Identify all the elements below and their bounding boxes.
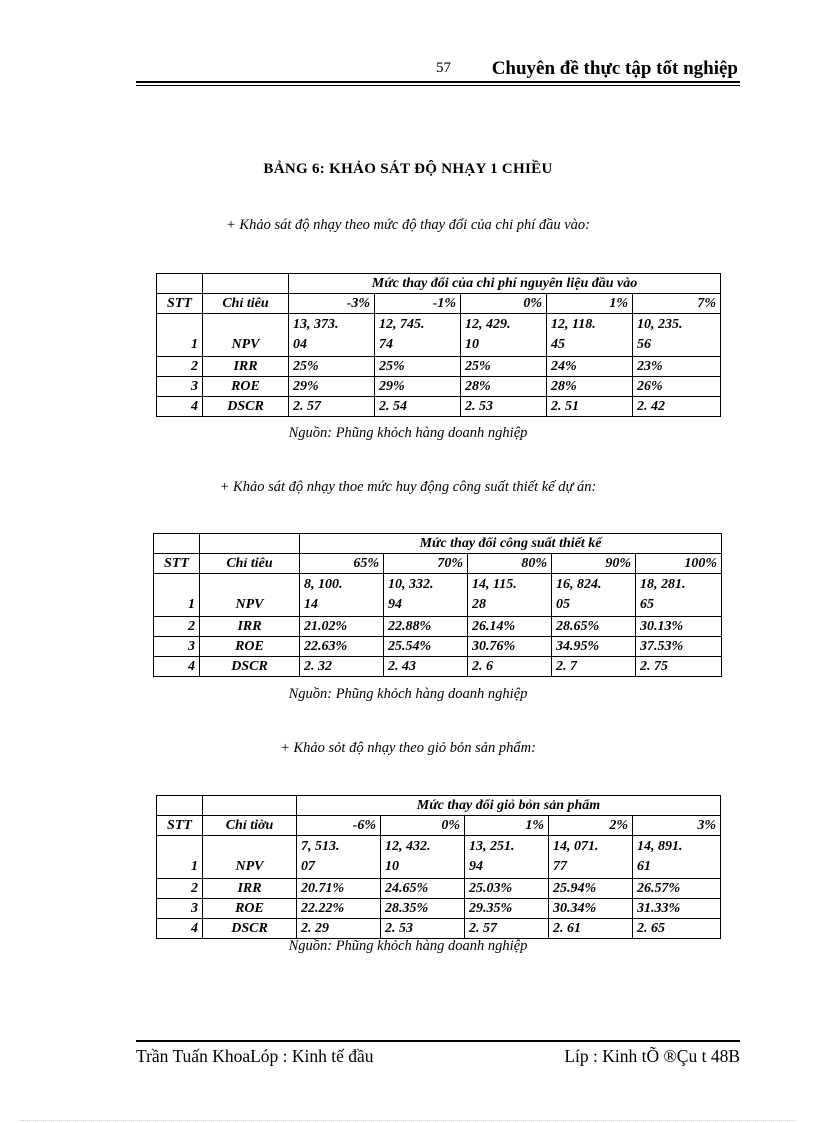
value-cell: 24% bbox=[547, 357, 633, 377]
value-cell: 28% bbox=[547, 377, 633, 397]
bottom-dotted-divider bbox=[20, 1120, 796, 1121]
value-cell: 2. 43 bbox=[384, 657, 468, 677]
footer-rule bbox=[136, 1040, 740, 1042]
table-row bbox=[157, 357, 721, 377]
table-header-row bbox=[154, 554, 722, 574]
header-rule-thin bbox=[136, 85, 740, 86]
value-cell: 22.63% bbox=[300, 637, 384, 657]
indicator-cell: DSCR bbox=[200, 657, 300, 677]
value-cell: 21.02% bbox=[300, 617, 384, 637]
value-cell: 25% bbox=[461, 357, 547, 377]
section-2-subtitle: + Khảo sát độ nhạy thoe mức huy động công suất thiết kế dự án: bbox=[219, 479, 597, 495]
indicator-cell: NPV bbox=[200, 574, 300, 617]
indicator-cell: DSCR bbox=[203, 919, 297, 939]
stt-cell: 4 bbox=[157, 919, 203, 939]
value-cell: 2. 53 bbox=[461, 397, 547, 417]
stt-cell: 2 bbox=[157, 879, 203, 899]
value-cell: 2. 42 bbox=[633, 397, 721, 417]
level-header: 0% bbox=[461, 294, 547, 314]
stt-cell: 1 bbox=[157, 836, 203, 879]
npv-value-cell: 8, 100. 14 bbox=[300, 574, 384, 617]
value-cell: 28% bbox=[461, 377, 547, 397]
value-cell: 2. 75 bbox=[636, 657, 722, 677]
value-cell: 25.94% bbox=[549, 879, 633, 899]
value-cell: 26.57% bbox=[633, 879, 721, 899]
npv-value-cell: 18, 281. 65 bbox=[636, 574, 722, 617]
group-header: Mức thay đổi công suất thiết kế bbox=[300, 534, 722, 554]
table-header-row bbox=[157, 294, 721, 314]
npv-value-cell: 7, 513. 07 bbox=[297, 836, 381, 879]
value-cell: 30.13% bbox=[636, 617, 722, 637]
table-row bbox=[157, 397, 721, 417]
value-cell: 26% bbox=[633, 377, 721, 397]
table-header-row bbox=[154, 534, 722, 554]
npv-value-cell: 14, 891. 61 bbox=[633, 836, 721, 879]
stt-cell: 4 bbox=[154, 657, 200, 677]
level-header: 100% bbox=[636, 554, 722, 574]
value-cell: 22.22% bbox=[297, 899, 381, 919]
page-header bbox=[136, 58, 740, 82]
value-cell: 28.65% bbox=[552, 617, 636, 637]
header-rule-thick bbox=[136, 81, 740, 83]
level-header: 3% bbox=[633, 816, 721, 836]
col-indicator-header: Chỉ tiêu bbox=[203, 294, 289, 314]
indicator-cell: IRR bbox=[203, 357, 289, 377]
indicator-cell: IRR bbox=[203, 879, 297, 899]
table-row bbox=[154, 637, 722, 657]
table-row-npv bbox=[154, 574, 722, 617]
npv-value-cell: 10, 235. 56 bbox=[633, 314, 721, 357]
section-1-source: Nguồn: Phũng khỏch hàng doanh nghiệp bbox=[288, 425, 528, 441]
table-header-row bbox=[157, 796, 721, 816]
table-row bbox=[157, 919, 721, 939]
value-cell: 20.71% bbox=[297, 879, 381, 899]
stt-cell: 2 bbox=[154, 617, 200, 637]
value-cell: 31.33% bbox=[633, 899, 721, 919]
section-2-source: Nguồn: Phũng khỏch hàng doanh nghiệp bbox=[288, 686, 528, 702]
table-row-npv bbox=[157, 836, 721, 879]
stt-cell: 3 bbox=[157, 377, 203, 397]
npv-value-cell: 14, 115. 28 bbox=[468, 574, 552, 617]
value-cell: 29.35% bbox=[465, 899, 549, 919]
section-3-subtitle: + Khảo sỏt độ nhạy theo giỏ bỏn sản phẩm: bbox=[280, 740, 536, 756]
value-cell: 34.95% bbox=[552, 637, 636, 657]
npv-value-cell: 13, 251. 94 bbox=[465, 836, 549, 879]
stt-cell: 1 bbox=[154, 574, 200, 617]
value-cell: 23% bbox=[633, 357, 721, 377]
col-stt-header: STT bbox=[157, 294, 203, 314]
npv-value-cell: 13, 373. 04 bbox=[289, 314, 375, 357]
main-title: BẢNG 6: KHẢO SÁT ĐỘ NHẠY 1 CHIỀU bbox=[263, 161, 553, 177]
npv-value-cell: 12, 118. 45 bbox=[547, 314, 633, 357]
value-cell: 2. 57 bbox=[289, 397, 375, 417]
value-cell: 28.35% bbox=[381, 899, 465, 919]
stt-cell: 3 bbox=[154, 637, 200, 657]
value-cell: 26.14% bbox=[468, 617, 552, 637]
stt-cell: 3 bbox=[157, 899, 203, 919]
level-header: 80% bbox=[468, 554, 552, 574]
value-cell: 2. 53 bbox=[381, 919, 465, 939]
indicator-cell: ROE bbox=[203, 899, 297, 919]
group-header: Mức thay đổi giỏ bỏn sản phẩm bbox=[297, 796, 721, 816]
table-row bbox=[154, 657, 722, 677]
header-blank-cell bbox=[157, 796, 203, 816]
level-header: -1% bbox=[375, 294, 461, 314]
header-blank-cell bbox=[203, 796, 297, 816]
value-cell: 2. 65 bbox=[633, 919, 721, 939]
npv-value-cell: 12, 432. 10 bbox=[381, 836, 465, 879]
section-1-subtitle: + Khảo sát độ nhạy theo mức độ thay đổi của chi phí đầu vào: bbox=[225, 217, 591, 233]
value-cell: 37.53% bbox=[636, 637, 722, 657]
table-row bbox=[157, 879, 721, 899]
header-blank-cell bbox=[200, 534, 300, 554]
value-cell: 2. 6 bbox=[468, 657, 552, 677]
indicator-cell: ROE bbox=[203, 377, 289, 397]
section-3-source: Nguồn: Phũng khỏch hàng doanh nghiệp bbox=[288, 938, 528, 954]
level-header: -6% bbox=[297, 816, 381, 836]
npv-value-cell: 16, 824. 05 bbox=[552, 574, 636, 617]
value-cell: 29% bbox=[289, 377, 375, 397]
value-cell: 2. 51 bbox=[547, 397, 633, 417]
value-cell: 25% bbox=[375, 357, 461, 377]
indicator-cell: NPV bbox=[203, 836, 297, 879]
value-cell: 2. 57 bbox=[465, 919, 549, 939]
table-header-row bbox=[157, 816, 721, 836]
npv-value-cell: 12, 745. 74 bbox=[375, 314, 461, 357]
level-header: 90% bbox=[552, 554, 636, 574]
header-blank-cell bbox=[154, 534, 200, 554]
table-header-row bbox=[157, 274, 721, 294]
value-cell: 2. 32 bbox=[300, 657, 384, 677]
value-cell: 29% bbox=[375, 377, 461, 397]
table-row bbox=[157, 377, 721, 397]
table-row-npv bbox=[157, 314, 721, 357]
value-cell: 22.88% bbox=[384, 617, 468, 637]
level-header: 65% bbox=[300, 554, 384, 574]
stt-cell: 1 bbox=[157, 314, 203, 357]
sensitivity-table-input-cost bbox=[156, 273, 721, 417]
col-stt-header: STT bbox=[157, 816, 203, 836]
document-title: Chuyên đề thực tập tốt nghiệp bbox=[491, 58, 738, 79]
level-header: 0% bbox=[381, 816, 465, 836]
value-cell: 30.76% bbox=[468, 637, 552, 657]
value-cell: 24.65% bbox=[381, 879, 465, 899]
value-cell: 25% bbox=[289, 357, 375, 377]
footer-author: Trần Tuấn KhoaLóp : Kinh tế đầu bbox=[136, 1046, 374, 1066]
stt-cell: 2 bbox=[157, 357, 203, 377]
sensitivity-table-selling-price bbox=[156, 795, 721, 939]
level-header: 1% bbox=[547, 294, 633, 314]
level-header: 70% bbox=[384, 554, 468, 574]
npv-value-cell: 14, 071. 77 bbox=[549, 836, 633, 879]
value-cell: 2. 61 bbox=[549, 919, 633, 939]
col-indicator-header: Chỉ tiêu bbox=[200, 554, 300, 574]
page-number: 57 bbox=[436, 60, 451, 76]
value-cell: 30.34% bbox=[549, 899, 633, 919]
value-cell: 2. 54 bbox=[375, 397, 461, 417]
col-stt-header: STT bbox=[154, 554, 200, 574]
indicator-cell: DSCR bbox=[203, 397, 289, 417]
indicator-cell: ROE bbox=[200, 637, 300, 657]
npv-value-cell: 10, 332. 94 bbox=[384, 574, 468, 617]
npv-value-cell: 12, 429. 10 bbox=[461, 314, 547, 357]
group-header: Mức thay đổi của chi phí nguyên liệu đầu vào bbox=[289, 274, 721, 294]
footer-class: Líp : Kinh tÕ ®Çu t 48B bbox=[564, 1046, 740, 1066]
col-indicator-header: Chỉ tiờu bbox=[203, 816, 297, 836]
sensitivity-table-capacity bbox=[153, 533, 722, 677]
header-blank-cell bbox=[157, 274, 203, 294]
value-cell: 25.54% bbox=[384, 637, 468, 657]
level-header: 2% bbox=[549, 816, 633, 836]
level-header: 1% bbox=[465, 816, 549, 836]
value-cell: 2. 29 bbox=[297, 919, 381, 939]
value-cell: 25.03% bbox=[465, 879, 549, 899]
value-cell: 2. 7 bbox=[552, 657, 636, 677]
level-header: -3% bbox=[289, 294, 375, 314]
indicator-cell: IRR bbox=[200, 617, 300, 637]
header-blank-cell bbox=[203, 274, 289, 294]
level-header: 7% bbox=[633, 294, 721, 314]
indicator-cell: NPV bbox=[203, 314, 289, 357]
table-row bbox=[154, 617, 722, 637]
table-row bbox=[157, 899, 721, 919]
stt-cell: 4 bbox=[157, 397, 203, 417]
